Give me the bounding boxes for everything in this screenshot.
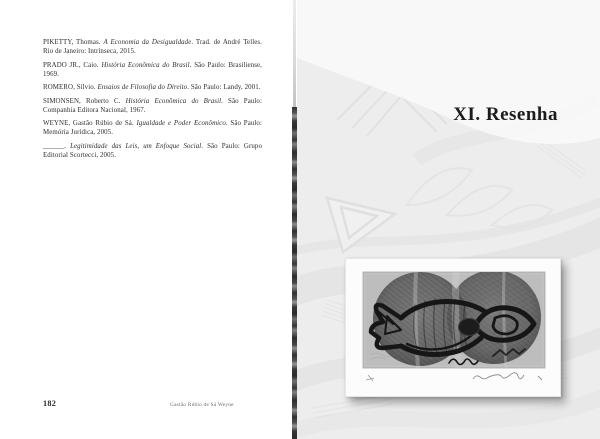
framed-artwork xyxy=(345,258,561,397)
page-number: 182 xyxy=(43,399,57,408)
reference-entry: PIKETTY, Thomas. A Economia da Desigualdade. Trad. de André Telles. Rio de Janeiro: Intrínseca, 2015. xyxy=(43,39,263,56)
left-page xyxy=(0,0,292,439)
page-edge-light xyxy=(293,0,296,107)
signature-mark xyxy=(473,373,542,380)
reference-entry: ROMERO, Sílvio. Ensaios de Filosofia do Direito. São Paulo: Landy, 2001. xyxy=(43,84,261,92)
edition-mark xyxy=(366,375,374,381)
reference-entry: WEYNE, Gastão Rúbio de Sá. Igualdade e Poder Econômico. São Paulo: Memória Jurídica, 2005. xyxy=(43,120,262,137)
reference-entry: ______. Legitimidade das Leis, um Enfoque Social. São Paulo: Grupo Editorial Scortecci, 2005. xyxy=(43,142,263,159)
right-page xyxy=(297,0,600,439)
bibliography xyxy=(43,38,262,165)
fish-print xyxy=(346,259,562,398)
chapter-title: XI. Resenha xyxy=(453,104,558,125)
running-footer: Gastão Rúbio de Sá Weyne xyxy=(170,402,234,408)
reference-entry: PRADO JR., Caio. História Econômica do Brasil. São Paulo: Brasiliense, 1969. xyxy=(43,61,262,78)
reference-entry: SIMONSEN, Roberto C. História Econômica do Brasil. São Paulo: Companhia Editora Nacional, 1967. xyxy=(43,97,262,114)
